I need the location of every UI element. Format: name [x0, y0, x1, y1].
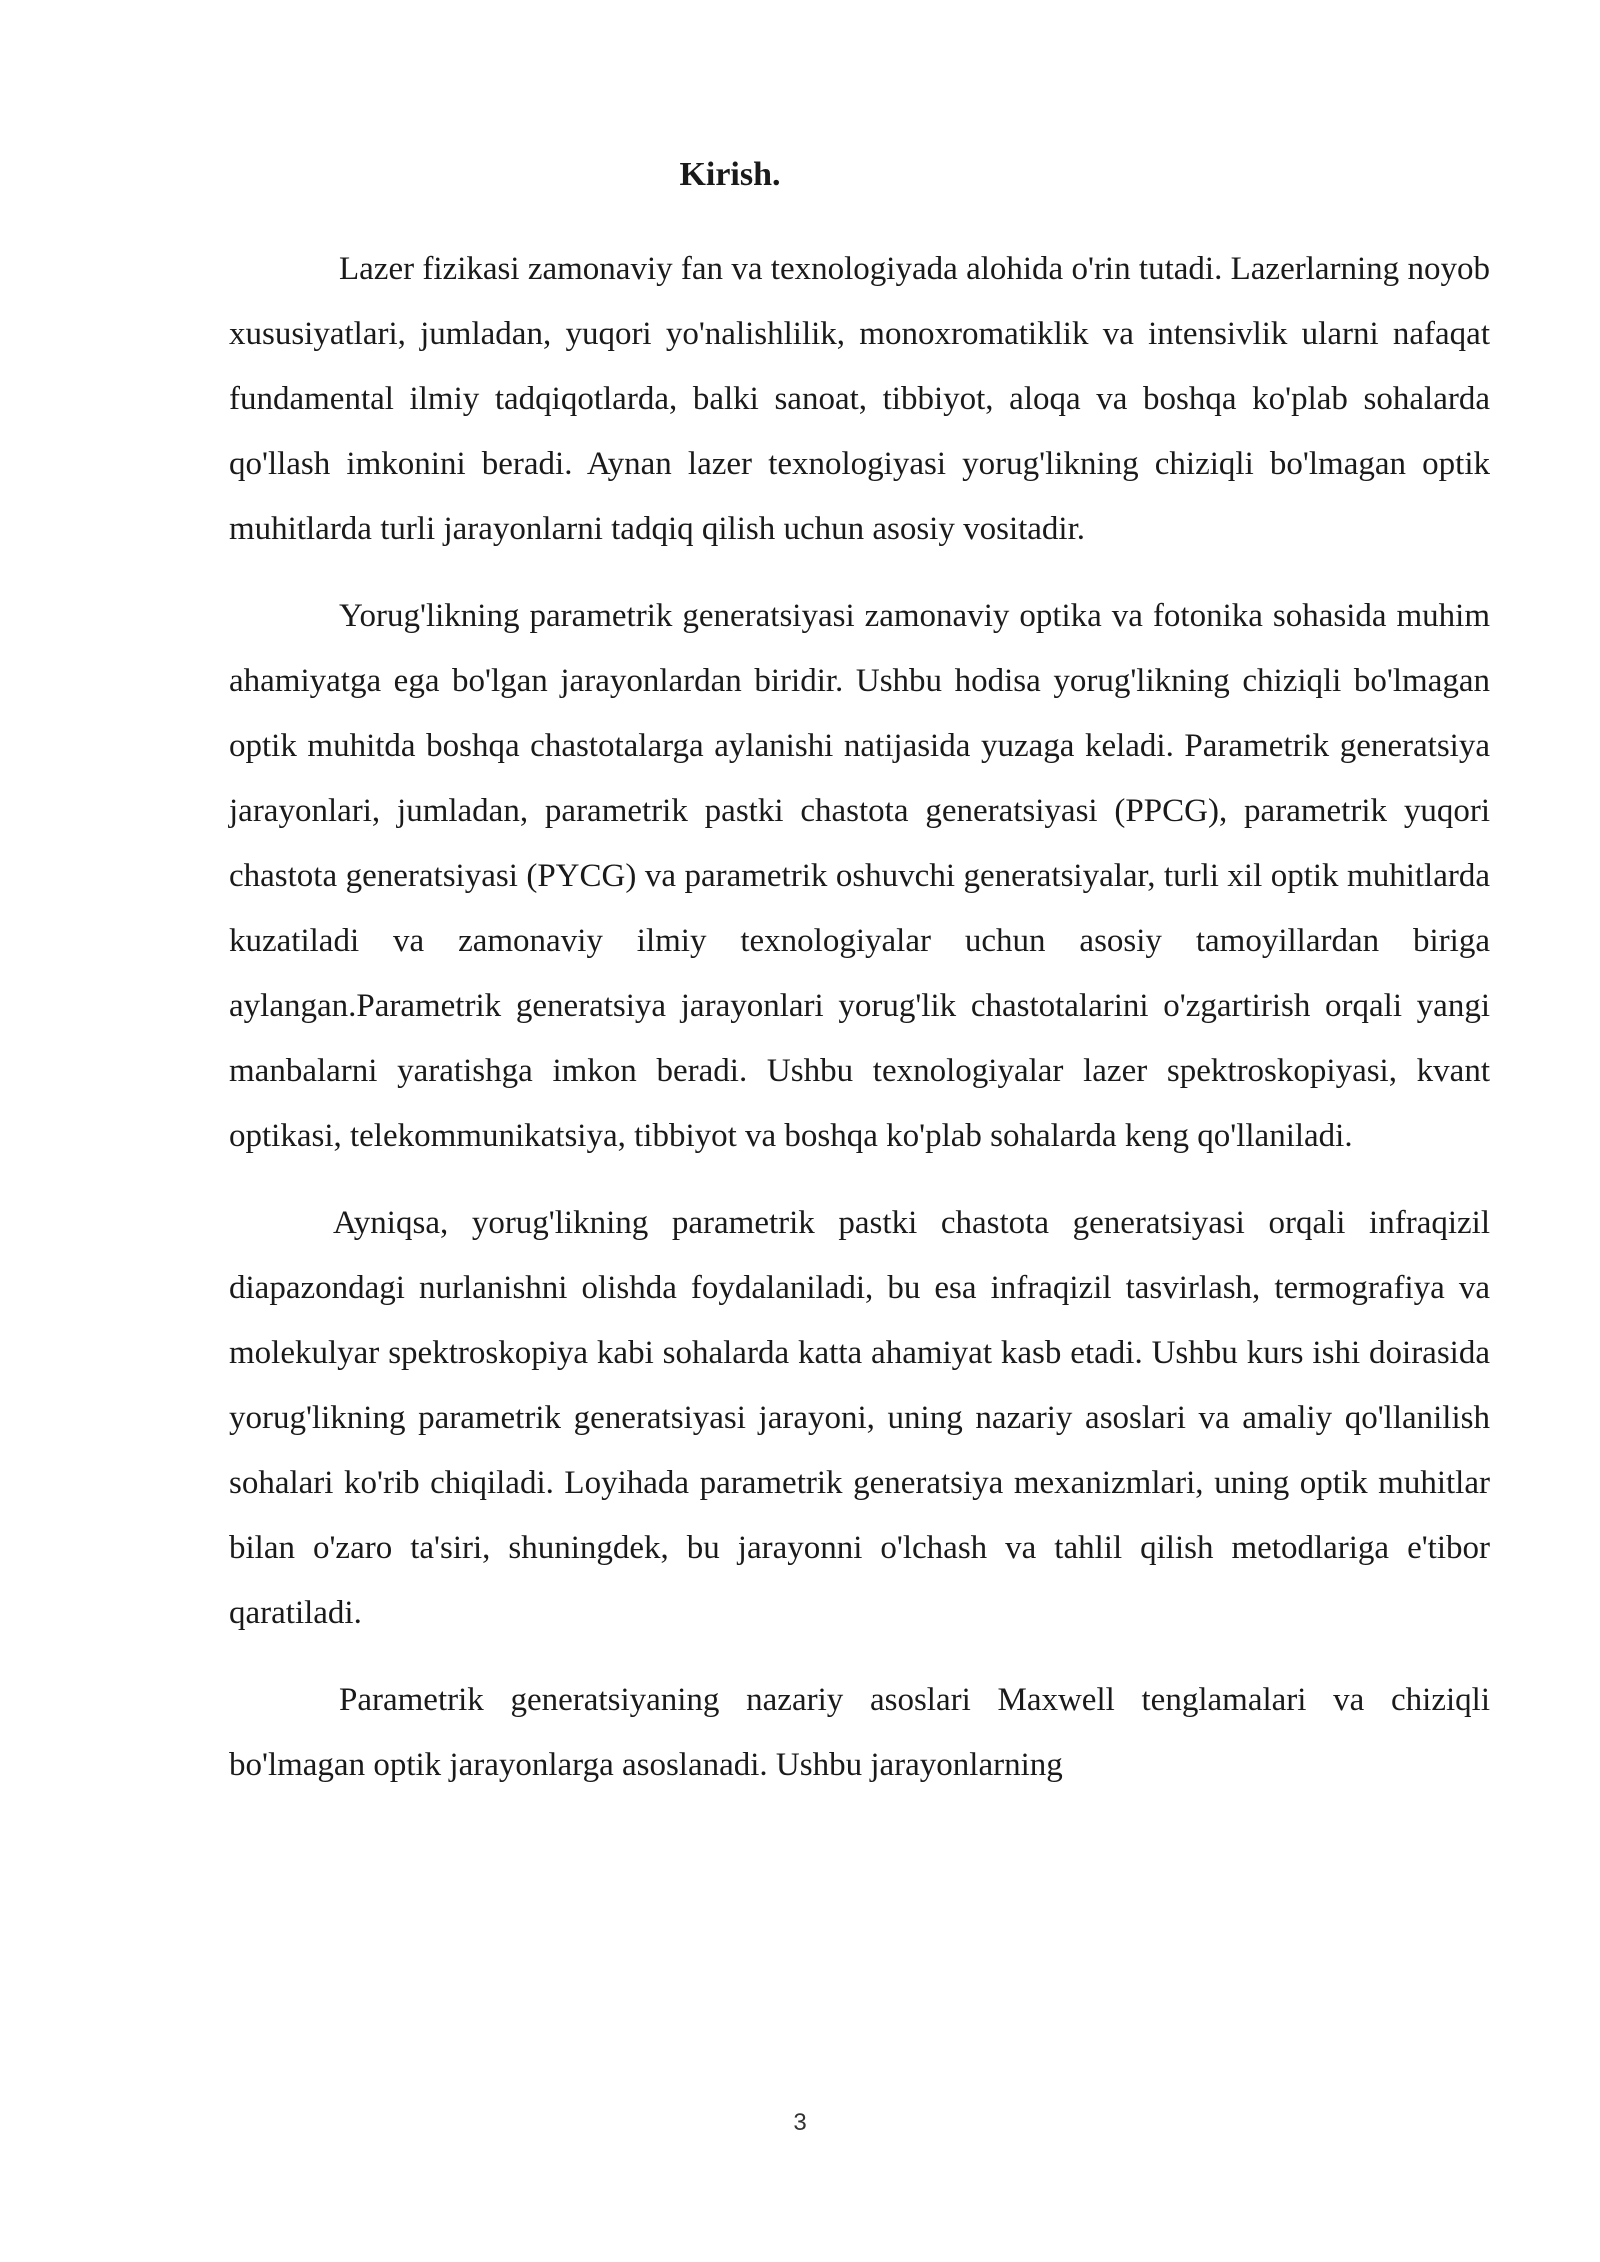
paragraph-infrared: Ayniqsa, yorug'likning parametrik pastki chastota generatsiyasi orqali infraqizil diapazondagi nurlanishni olishda foydalaniladi, bu esa infraqizil tasvirlash, termografiya va molekulyar spektroskopiya kabi sohalarda katta ahamiyat kasb etadi. Ushbu kurs ishi doirasida yorug'likning parametrik generatsiyasi jarayoni, uning nazariy asoslari va amaliy qo'llanilish sohalari ko'rib chiqiladi. Loyihada parametrik generatsiya mexanizmlari, uning optik muhitlar bilan o'zaro ta'siri, shuningdek, bu jarayonni o'lchash va tahlil qilish metodlariga e'tibor qaratiladi. — [229, 1205, 1490, 1631]
page-heading: Kirish. — [679, 156, 781, 193]
paragraph-parametric-generation: Yorug'likning parametrik generatsiyasi zamonaviy optika va fotonika sohasida muhim ahamiyatga ega bo'lgan jarayonlardan biridir. Ushbu hodisa yorug'likning chiziqli bo'lmagan optik muhitda boshqa chastotalarga aylanishi natijasida yuzaga keladi. Parametrik generatsiya jarayonlari, jumladan, parametrik pastki chastota generatsiyasi (PPCG), parametrik yuqori chastota generatsiyasi (PYCG) va parametrik oshuvchi generatsiyalar, turli xil optik muhitlarda kuzatiladi va zamonaviy ilmiy texnologiyalar uchun asosiy tamoyillardan biriga aylangan.Parametrik generatsiya jarayonlari yorug'lik chastotalarini o'zgartirish orqali yangi manbalarni yaratishga imkon beradi. Ushbu texnologiyalar lazer spektroskopiyasi, kvant optikasi, telekommunikatsiya, tibbiyot va boshqa ko'plab sohalarda keng qo'llaniladi. — [229, 598, 1490, 1154]
body-text — [229, 237, 1490, 1820]
paragraph-theory: Parametrik generatsiyaning nazariy asoslari Maxwell tenglamalari va chiziqli bo'lmagan optik jarayonlarga asoslanadi. Ushbu jarayonlarning — [229, 1682, 1490, 1783]
page-number: 3 — [793, 2109, 807, 2136]
paragraph-intro: Lazer fizikasi zamonaviy fan va texnologiyada alohida o'rin tutadi. Lazerlarning noyob xususiyatlari, jumladan, yuqori yo'nalishlilik, monoxromatiklik va intensivlik ularni nafaqat fundamental ilmiy tadqiqotlarda, balki sanoat, tibbiyot, aloqa va boshqa ko'plab sohalarda qo'llash imkonini beradi. Aynan lazer texnologiyasi yorug'likning chiziqli bo'lmagan optik muhitlarda turli jarayonlarni tadqiq qilish uchun asosiy vositadir. — [229, 251, 1490, 547]
